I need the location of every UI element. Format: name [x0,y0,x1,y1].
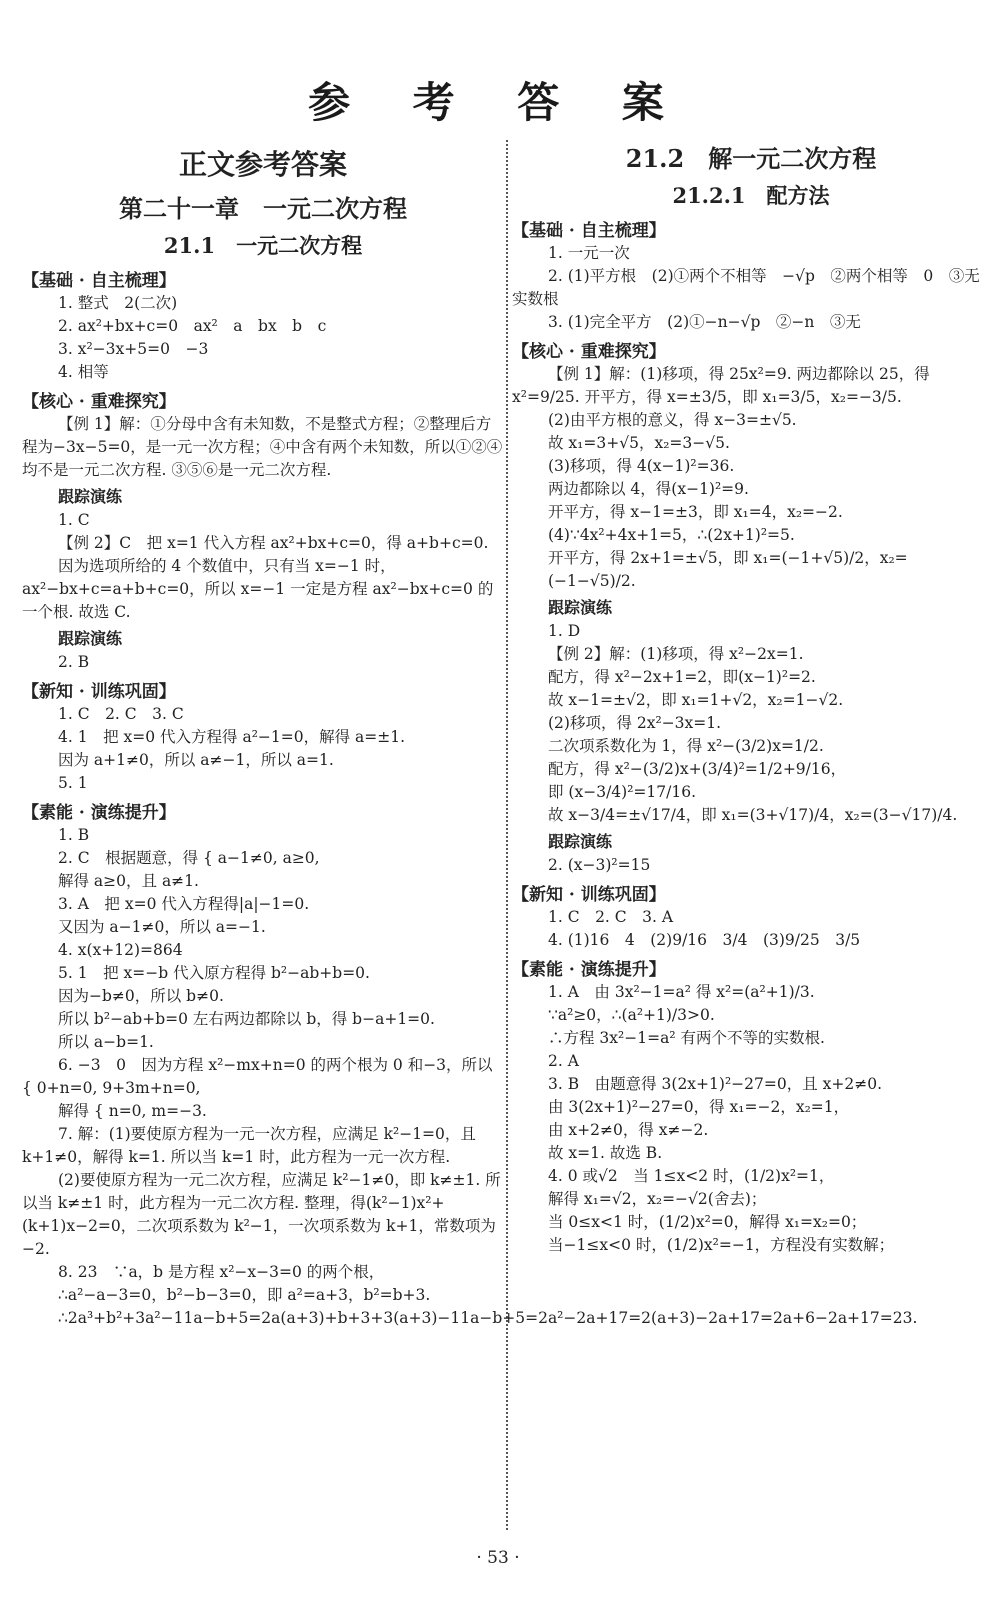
answer-line: ∴a²−a−3=0，b²−b−3=0，即 a²=a+3，b²=b+3. [58,1286,431,1304]
answer-line: 所以 a−b=1. [58,1033,154,1051]
answer-line: (2)移项，得 2x²−3x=1. [548,714,722,732]
section-label: 【素能 · 演练提升】 [22,803,176,823]
answer-line: 因为−b≠0，所以 b≠0. [58,987,224,1005]
answer-line: 1. D [548,622,581,640]
answer-line: ∵a²≥0，∴(a²+1)/3>0. [548,1006,715,1024]
answer-line: 2. B [58,653,90,671]
answer-line: 开平方，得 x−1=±3，即 x₁=4，x₂=−2. [548,503,843,521]
answer-line: 故 x−1=±√2，即 x₁=1+√2，x₂=1−√2. [548,691,844,709]
answer-line: (3)移项，得 4(x−1)²=36. [548,457,735,475]
page-number: · 53 · [476,1548,520,1568]
answer-paragraph: 2. (1)平方根 (2)①两个不相等 −√p ②两个相等 0 ③无实数根 [512,267,980,308]
answer-paragraph: 7. 解：(1)要使原方程为一元一次方程，应满足 k²−1=0，且 k+1≠0，解得 k=1. 所以当 k=1 时，此方程为一元一次方程. [22,1125,476,1166]
answer-line: 1. C 2. C 3. C [58,705,184,723]
answer-line: 2. (x−3)²=15 [548,856,651,874]
practice-label: 跟踪演练 [548,832,613,851]
answer-line: ∴方程 3x²−1=a² 有两个不等的实数根. [548,1029,825,1047]
example-text: 【例 1】解：(1)移项，得 25x²=9. 两边都除以 25，得 x²=9/25. 开平方，得 x=±3/5，即 x₁=3/5，x₂=−3/5. [512,365,930,406]
answer-line: 3. B 由题意得 3(2x+1)²−27=0，且 x+2≠0. [548,1075,883,1093]
section-label: 【新知 · 训练巩固】 [22,682,176,702]
answer-line: 4. 相等 [58,363,109,381]
answer-line: 5. 1 [58,774,88,792]
answer-paragraph: 6. −3 0 因为方程 x²−mx+n=0 的两个根为 0 和−3，所以 { 0+n=0, 9+3m+n=0, [22,1056,493,1097]
answer-line: 3. x²−3x+5=0 −3 [58,340,209,358]
answer-line: 解得 x₁=√2，x₂=−√2(舍去)； [548,1190,767,1208]
answer-line: 解得 a≥0，且 a≠1. [58,872,199,890]
answer-line: 故 x−3/4=±√17/4，即 x₁=(3+√17)/4，x₂=(3−√17)/4. [548,806,958,824]
page-title: 参 考 答 案 [308,78,688,127]
answer-line: 2. A [548,1052,579,1070]
answer-line: 1. C [58,511,90,529]
heading: 正文参考答案 [178,148,347,181]
answer-line: 4. (1)16 4 (2)9/16 3/4 (3)9/25 3/5 [548,931,861,949]
section-title: 21.1 一元二次方程 [163,233,363,258]
answer-line: 1. A 由 3x²−1=a² 得 x²=(a²+1)/3. [548,983,815,1001]
answer-line: 5. 1 把 x=−b 代入原方程得 b²−ab+b=0. [58,964,370,982]
answer-line: 1. B [58,826,90,844]
answer-line: 1. C 2. C 3. A [548,908,674,926]
answer-line: 配方，得 x²−(3/2)x+(3/4)²=1/2+9/16， [548,760,847,778]
answer-line: 4. 0 或√2 当 1≤x<2 时，(1/2)x²=1， [548,1167,835,1185]
answer-paragraph: (2)要使原方程为一元二次方程，应满足 k²−1≠0，即 k≠±1. 所以当 k≠±1 时，此方程为一元二次方程. 整理，得(k²−1)x²+(k+1)x−2=0，二次项系数为 k²−1，一次项系数为 k+1，常数项为−2. [22,1171,501,1258]
answer-line: 2. ax²+bx+c=0 ax² a bx b c [58,317,327,335]
chapter-title: 第二十一章 一元二次方程 [119,194,407,223]
answer-line: (2)由平方根的意义，得 x−3=±√5. [548,411,797,429]
answer-line: 由 x+2≠0，得 x≠−2. [548,1121,709,1139]
answer-line: 又因为 a−1≠0，所以 a=−1. [58,918,266,936]
answer-line: 【例 2】解：(1)移项，得 x²−2x=1. [548,645,804,663]
practice-label: 跟踪演练 [548,598,613,617]
answer-line: 3. A 把 x=0 代入方程得|a|−1=0. [58,895,310,913]
answer-line: 3. (1)完全平方 (2)①−n−√p ②−n ③无 [548,313,861,331]
answer-line: 配方，得 x²−2x+1=2，即(x−1)²=2. [548,668,816,686]
answer-line: 因为 a+1≠0，所以 a≠−1，所以 a=1. [58,751,334,769]
answer-line: 当 0≤x<1 时，(1/2)x²=0，解得 x₁=x₂=0； [548,1213,867,1231]
section-label: 【基础 · 自主梳理】 [512,221,666,241]
answer-line: 即 (x−3/4)²=17/16. [548,783,696,801]
answer-line: 故 x₁=3+√5，x₂=3−√5. [548,434,730,452]
example-text: 【例 2】C 把 x=1 代入方程 ax²+bx+c=0，得 a+b+c=0. [58,534,489,552]
answer-line: 1. 整式 2(二次) [58,294,178,312]
answer-line: 由 3(2x+1)²−27=0，得 x₁=−2，x₂=1， [548,1098,850,1116]
section-label: 【核心 · 重难探究】 [22,392,176,412]
answer-line: 二次项系数化为 1，得 x²−(3/2)x=1/2. [548,737,824,755]
section-title: 21.2 解一元二次方程 [625,144,877,173]
answer-line: 所以 b²−ab+b=0 左右两边都除以 b，得 b−a+1=0. [58,1010,435,1028]
answer-line: 8. 23 ∵a，b 是方程 x²−x−3=0 的两个根， [58,1263,385,1281]
answer-line: (4)∵4x²+4x+1=5，∴(2x+1)²=5. [548,526,795,544]
example-text: 【例 1】解：①分母中含有未知数，不是整式方程；②整理后方程为−3x−5=0，是一元一次方程；④中含有两个未知数，所以①②④均不是一元二次方程. ③⑤⑥是一元二次方程. [22,415,503,479]
answer-line: 1. 一元一次 [548,244,630,262]
right-column [512,135,990,1257]
answer-line: 4. 1 把 x=0 代入方程得 a²−1=0，解得 a=±1. [58,728,406,746]
section-label: 【基础 · 自主梳理】 [22,271,176,291]
practice-label: 跟踪演练 [58,487,123,506]
answer-line: 开平方，得 2x+1=±√5，即 x₁=(−1+√5)/2，x₂=(−1−√5)/2. [548,549,908,590]
section-label: 【核心 · 重难探究】 [512,342,666,362]
answer-line: 2. C 根据题意，得 { a−1≠0, a≥0, [58,849,320,867]
subsection-title: 21.2.1 配方法 [672,183,830,208]
answer-paragraph: ∴2a³+b²+3a²−11a−b+5=2a(a+3)+b+3+3(a+3)−11a−b+5=2a²−2a+17=2(a+3)−2a+17=2a+6−2a+17=23. [58,1309,918,1327]
practice-label: 跟踪演练 [58,629,123,648]
answer-line: 当−1≤x<0 时，(1/2)x²=−1，方程没有实数解； [548,1236,895,1254]
answer-line: 两边都除以 4，得(x−1)²=9. [548,480,749,498]
section-label: 【新知 · 训练巩固】 [512,885,666,905]
answer-line: 故 x=1. 故选 B. [548,1144,663,1162]
answer-line: 4. x(x+12)=864 [58,941,183,959]
section-label: 【素能 · 演练提升】 [512,960,666,980]
answer-line: 解得 { n=0, m=−3. [58,1102,207,1120]
example-text: 因为选项所给的 4 个数值中，只有当 x=−1 时，ax²−bx+c=a+b+c=0，所以 x=−1 一定是方程 ax²−bx+c=0 的一个根. 故选 C. [22,557,494,621]
